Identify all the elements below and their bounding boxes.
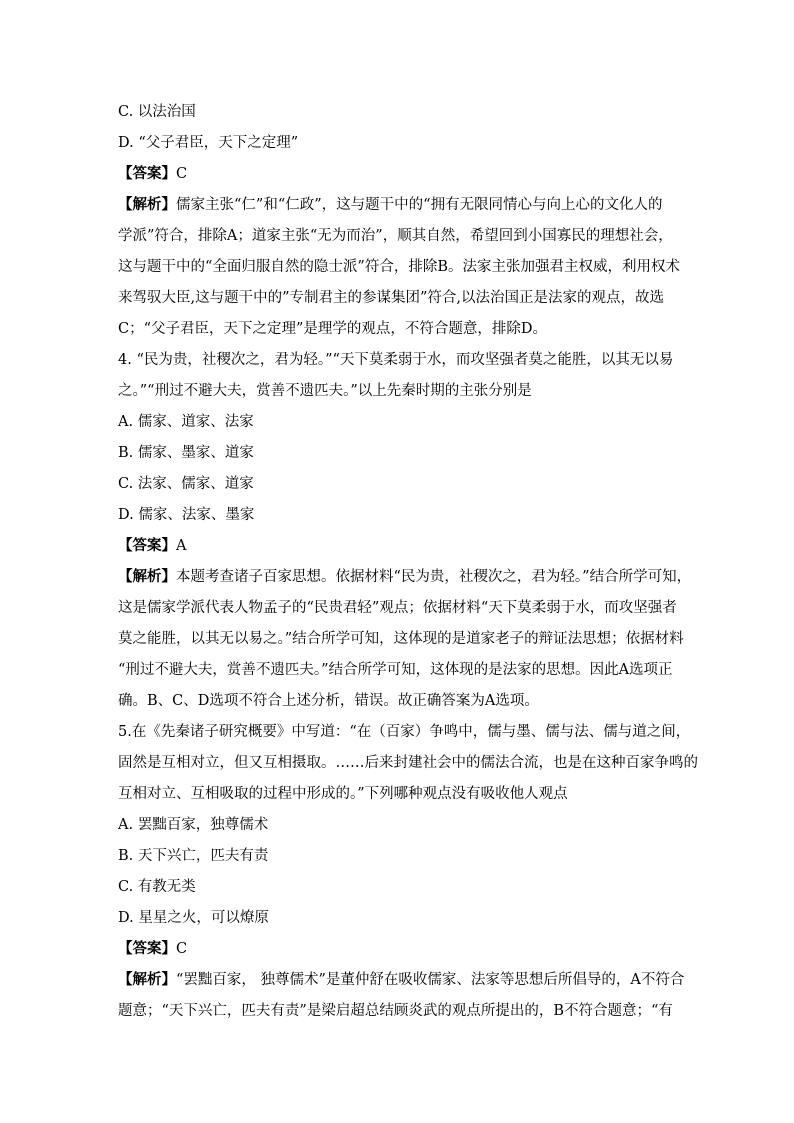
q3-answer xyxy=(118,164,678,184)
q4-stem-line-1: 4. “民为贵，社稷次之，君为轻。”“天下莫柔弱于水，而攻坚强者莫之能胜，以其无以易 xyxy=(118,352,674,368)
analysis-tag: 【解析】 xyxy=(118,971,176,988)
q3-analysis-line-4: 来驾驭大臣,这与题干中的”专制君主的参谋集团”符合,以法治国正是法家的观点，故选 xyxy=(118,290,665,306)
answer-tag: 【答案】 xyxy=(118,165,176,182)
q4-answer xyxy=(118,536,678,556)
q4-option-d: D. 儒家、法家、墨家 xyxy=(118,507,255,523)
q5-stem-line-3: 互相对立、互相吸取的过程中形成的。”下列哪种观点没有吸收他人观点 xyxy=(118,786,568,802)
answer-tag: 【答案】 xyxy=(118,940,176,957)
q5-answer xyxy=(118,939,678,959)
q3-analysis-line-1 xyxy=(118,195,678,215)
q5-stem-line-2: 固然是互相对立，但又互相摄取。……后来封建社会中的儒法合流，也是在这种百家争鸣的 xyxy=(118,755,698,771)
q4-analysis-line-1 xyxy=(118,567,692,587)
q4-analysis-line-2: 这是儒家学派代表人物孟子的“民贵君轻”观点；依据材料“天下莫柔弱于水，而攻坚强者 xyxy=(118,600,677,616)
analysis-tag: 【解析】 xyxy=(118,196,176,213)
q5-stem-line-1: 5.在《先秦诸子研究概要》中写道：“在（百家）争鸣中，儒与墨、儒与法、儒与道之间， xyxy=(118,724,691,740)
q5-option-c: C. 有教无类 xyxy=(118,879,196,895)
q4-analysis-line-5: 确。B、C、D选项不符合上述分析，错误。故正确答案为A选项。 xyxy=(118,693,539,709)
document-page xyxy=(118,102,698,1032)
q5-analysis-line-2: 题意；“天下兴亡，匹夫有责”是梁启超总结顾炎武的观点所提出的，B不符合题意；“有 xyxy=(118,1003,673,1019)
q4-option-a: A. 儒家、道家、法家 xyxy=(118,414,254,430)
answer-value: C xyxy=(176,166,188,182)
q4-option-c: C. 法家、儒家、道家 xyxy=(118,476,254,492)
q3-analysis-line-5: C；“父子君臣，天下之定理”是理学的观点，不符合题意，排除D。 xyxy=(118,321,548,337)
q5-option-b: B. 天下兴亡，匹夫有责 xyxy=(118,848,269,864)
q4-stem xyxy=(118,350,678,401)
answer-tag: 【答案】 xyxy=(118,537,176,554)
q3-option-c: C. 以法治国 xyxy=(118,104,196,120)
answer-value: A xyxy=(176,538,187,554)
q3-analysis xyxy=(118,195,678,339)
q4-stem-line-2: 之。”“刑过不避大夫，赏善不遗匹夫。”以上先秦时期的主张分别是 xyxy=(118,383,532,399)
q5-analysis xyxy=(118,970,685,1021)
q4-analysis-line-4: “刑过不避大夫，赏善不遗匹夫。”结合所学可知，这体现的是法家的思想。因此A选项正 xyxy=(118,662,673,678)
q4-option-b: B. 儒家、墨家、道家 xyxy=(118,445,254,461)
q5-analysis-line-1 xyxy=(118,970,685,990)
analysis-text: 本题考查诸子百家思想。依据材料“民为贵，社稷次之，君为轻。”结合所学可知， xyxy=(176,569,692,585)
analysis-text: “罢黜百家， 独尊儒术”是董仲舒在吸收儒家、法家等思想后所倡导的，A不符合 xyxy=(176,972,685,988)
answer-value: C xyxy=(176,941,188,957)
q5-stem xyxy=(118,722,698,804)
q3-analysis-line-3: 这与题干中的“全面归服自然的隐士派”符合，排除B。法家主张加强君主权威，利用权术 xyxy=(118,259,680,275)
q5-option-a: A. 罢黜百家，独尊儒术 xyxy=(118,817,269,833)
q3-option-d: D. “父子君臣，天下之定理” xyxy=(118,135,299,151)
q4-analysis xyxy=(118,567,692,711)
analysis-text: 儒家主张“仁”和“仁政”，这与题干中的“拥有无限同情心与向上心的文化人的 xyxy=(176,197,663,213)
q5-option-d: D. 星星之火，可以燎原 xyxy=(118,910,269,926)
q3-analysis-line-2: 学派”符合，排除A；道家主张“无为而治”，顺其自然，希望回到小国寡民的理想社会， xyxy=(118,228,673,244)
q4-analysis-line-3: 莫之能胜，以其无以易之。”结合所学可知，这体现的是道家老子的辩证法思想；依据材料 xyxy=(118,631,684,647)
analysis-tag: 【解析】 xyxy=(118,568,176,585)
